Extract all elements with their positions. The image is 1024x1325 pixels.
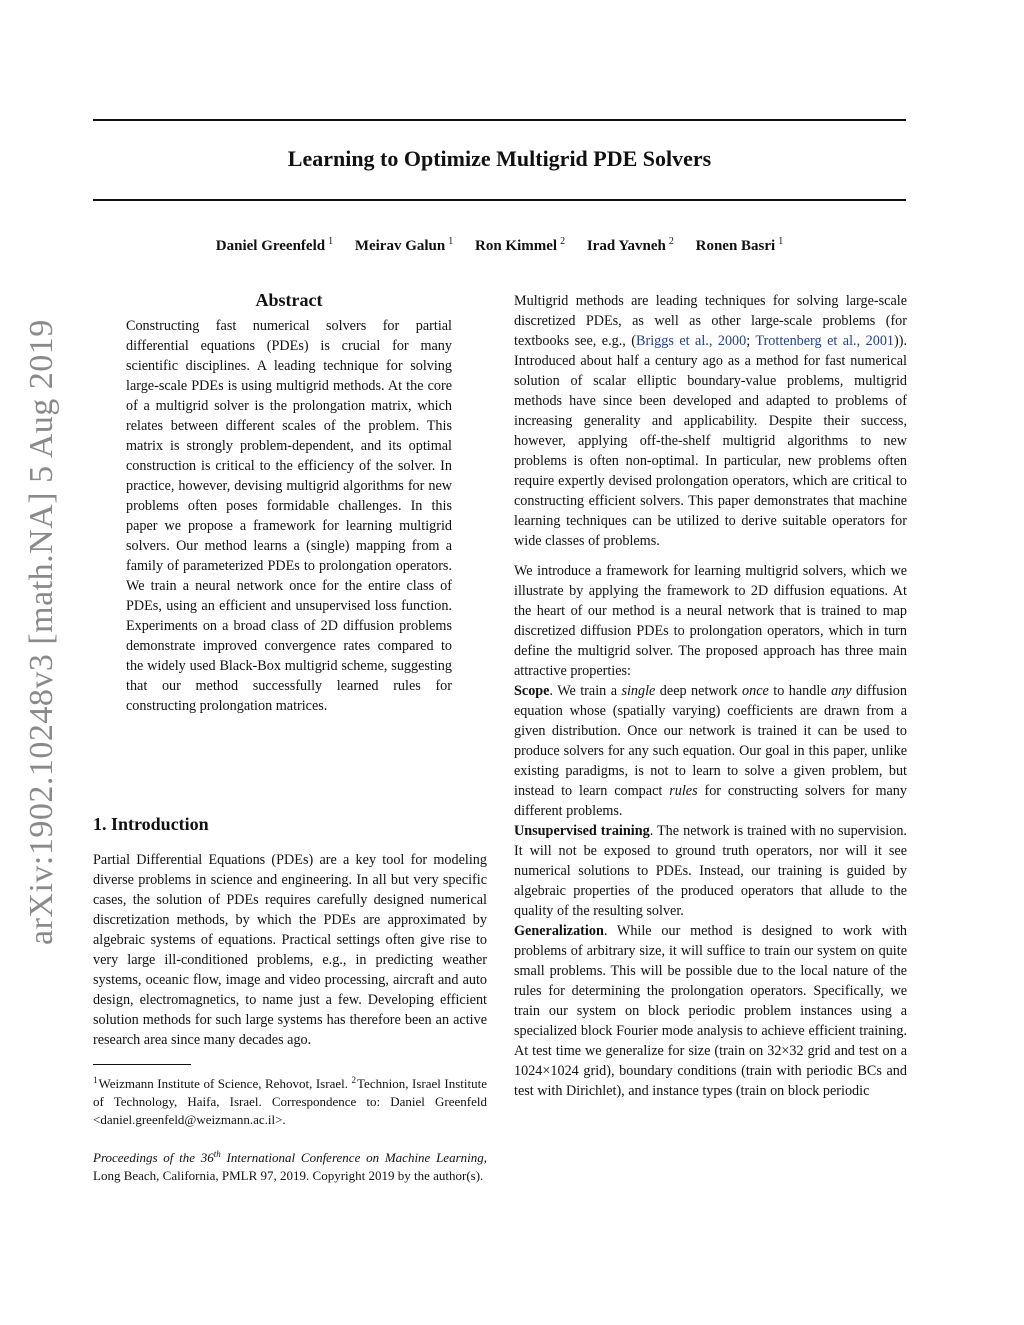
introduction-section: [93, 812, 487, 1185]
intro-paragraph: Partial Differential Equations (PDEs) are a key tool for modeling diverse problems in science and engineering. In all but very specific cases, the solution of PDEs requires carefully designed numerical discretization methods, by which the PDEs are approximated by algebraic systems of equations. Practical settings often give rise to very large ill-conditioned problems, e.g., in predicting weather systems, oceanic flow, image and video processing, aircraft and auto design, electromagnetics, to name just a few. Developing efficient solution methods for such large systems has therefore been an active research area since many decades ago.: [93, 852, 487, 1048]
abstract-section: [126, 288, 452, 716]
title-rule-top: [93, 119, 906, 121]
property-scope: Scope. We train a single deep network once to handle any diffusion equation whose (spatially varying) coefficients are drawn from a given distribution. Once our network is trained it can be used to produce solvers for any such equation. Our goal in this paper, unlike existing paradigms, is not to learn to solve a given problem, but instead to learn compact rules for constructing solvers for many different problems.: [514, 683, 907, 819]
property-generalization: Generalization. While our method is designed to work with problems of arbitrary size, it will suffice to train our system on quite small problems. This will be possible due to the local nature of the rules for determining the prolongation operators. Specifically, we train our system on block periodic problem instances using a specialized block Fourier mode analysis to achieve efficient training. At test time we generalize for size (train on 32×32 grid and test on a 1024×1024 grid), boundary conditions (train with periodic BCs and test with Dirichlet), and instance types (train on block periodic: [514, 923, 907, 1099]
intro-paragraph: Multigrid methods are leading techniques for solving large-scale discretized PDEs, as well as other large-scale problems (for textbooks see, e.g., (Briggs et al., 2000; Trottenberg et al., 2001)). Introduced about half a century ago as a method for fast numerical solution of scalar elliptic boundary-value problems, multigrid methods have since been developed and adapted to problems of increasing generality and applicability. Despite their success, however, applying off-the-shelf multigrid algorithms to new problems is often non-optimal. In particular, new problems often require expertly devised prolongation operators, which are critical to constructing efficient solvers. This paper demonstrates that machine learning techniques can be utilized to derive suitable operators for wide classes of problems.: [514, 293, 907, 549]
author: Irad Yavneh $^2$: [586, 236, 674, 254]
right-column: [514, 291, 907, 1101]
author-list: [93, 236, 906, 255]
abstract-heading: Abstract: [255, 290, 323, 310]
author: Ron Kimmel $^2$: [475, 236, 566, 254]
title-rule-bottom: [93, 199, 906, 201]
author: Ronen Basri $^1$: [695, 236, 784, 254]
citation-link[interactable]: Briggs et al., 2000: [636, 333, 747, 349]
citation-link[interactable]: Trottenberg et al., 2001: [755, 333, 894, 349]
author: Daniel Greenfeld $^1$: [215, 236, 334, 254]
intro-paragraph: We introduce a framework for learning multigrid solvers, which we illustrate by applying the framework to 2D diffusion equations. At the heart of our method is a neural network that is trained to map discretized diffusion PDEs to prolongation operators, which in turn define the multigrid solver. The proposed approach has three main attractive properties:: [514, 563, 907, 679]
footnote-rule: [93, 1064, 191, 1065]
paper-title: Learning to Optimize Multigrid PDE Solvers: [287, 146, 712, 171]
arxiv-stamp[interactable]: arXiv:1902.10248v3 [math.NA] 5 Aug 2019: [23, 319, 60, 945]
section-heading-introduction: 1. Introduction: [93, 814, 209, 834]
abstract-text: Constructing fast numerical solvers for partial differential equations (PDEs) is crucial for many scientific disciplines. A leading technique for solving large-scale PDEs is using multigrid methods. At the core of a multigrid solver is the prolongation matrix, which relates between different scales of the problem. This matrix is strongly problem-dependent, and its optimal construction is critical to the efficiency of the solver. In practice, however, devising multigrid algorithms for new problems often poses formidable challenges. In this paper we propose a framework for learning multigrid solvers. Our method learns a (single) mapping from a family of parameterized PDEs to prolongation operators. We train a neural network once for the entire class of PDEs, using an efficient and unsupervised loss function. Experiments on a broad class of 2D diffusion problems demonstrate improved convergence rates compared to the widely used Black-Box multigrid scheme, suggesting that our method successfully learned rules for constructing prolongation matrices.: [126, 318, 452, 714]
author: Meirav Galun $^1$: [354, 236, 454, 254]
proceedings-note: Proceedings of the 36th International Conference on Machine Learning, Long Beach, California, PMLR 97, 2019. Copyright 2019 by the author(s).: [93, 1149, 487, 1183]
property-unsupervised: Unsupervised training. The network is trained with no supervision. It will not be exposed to ground truth operators, nor will it see numerical solutions to PDEs. Instead, our training is guided by algebraic properties of the produced operators that allude to the quality of the resulting solver.: [514, 823, 907, 919]
affiliation-footnote: $^1$Weizmann Institute of Science, Rehovot, Israel. $^2$Technion, Israel Institute of Technology, Haifa, Israel. Correspondence to: Daniel Greenfeld <daniel.greenfeld@weizmann.ac.il>.: [93, 1075, 487, 1127]
